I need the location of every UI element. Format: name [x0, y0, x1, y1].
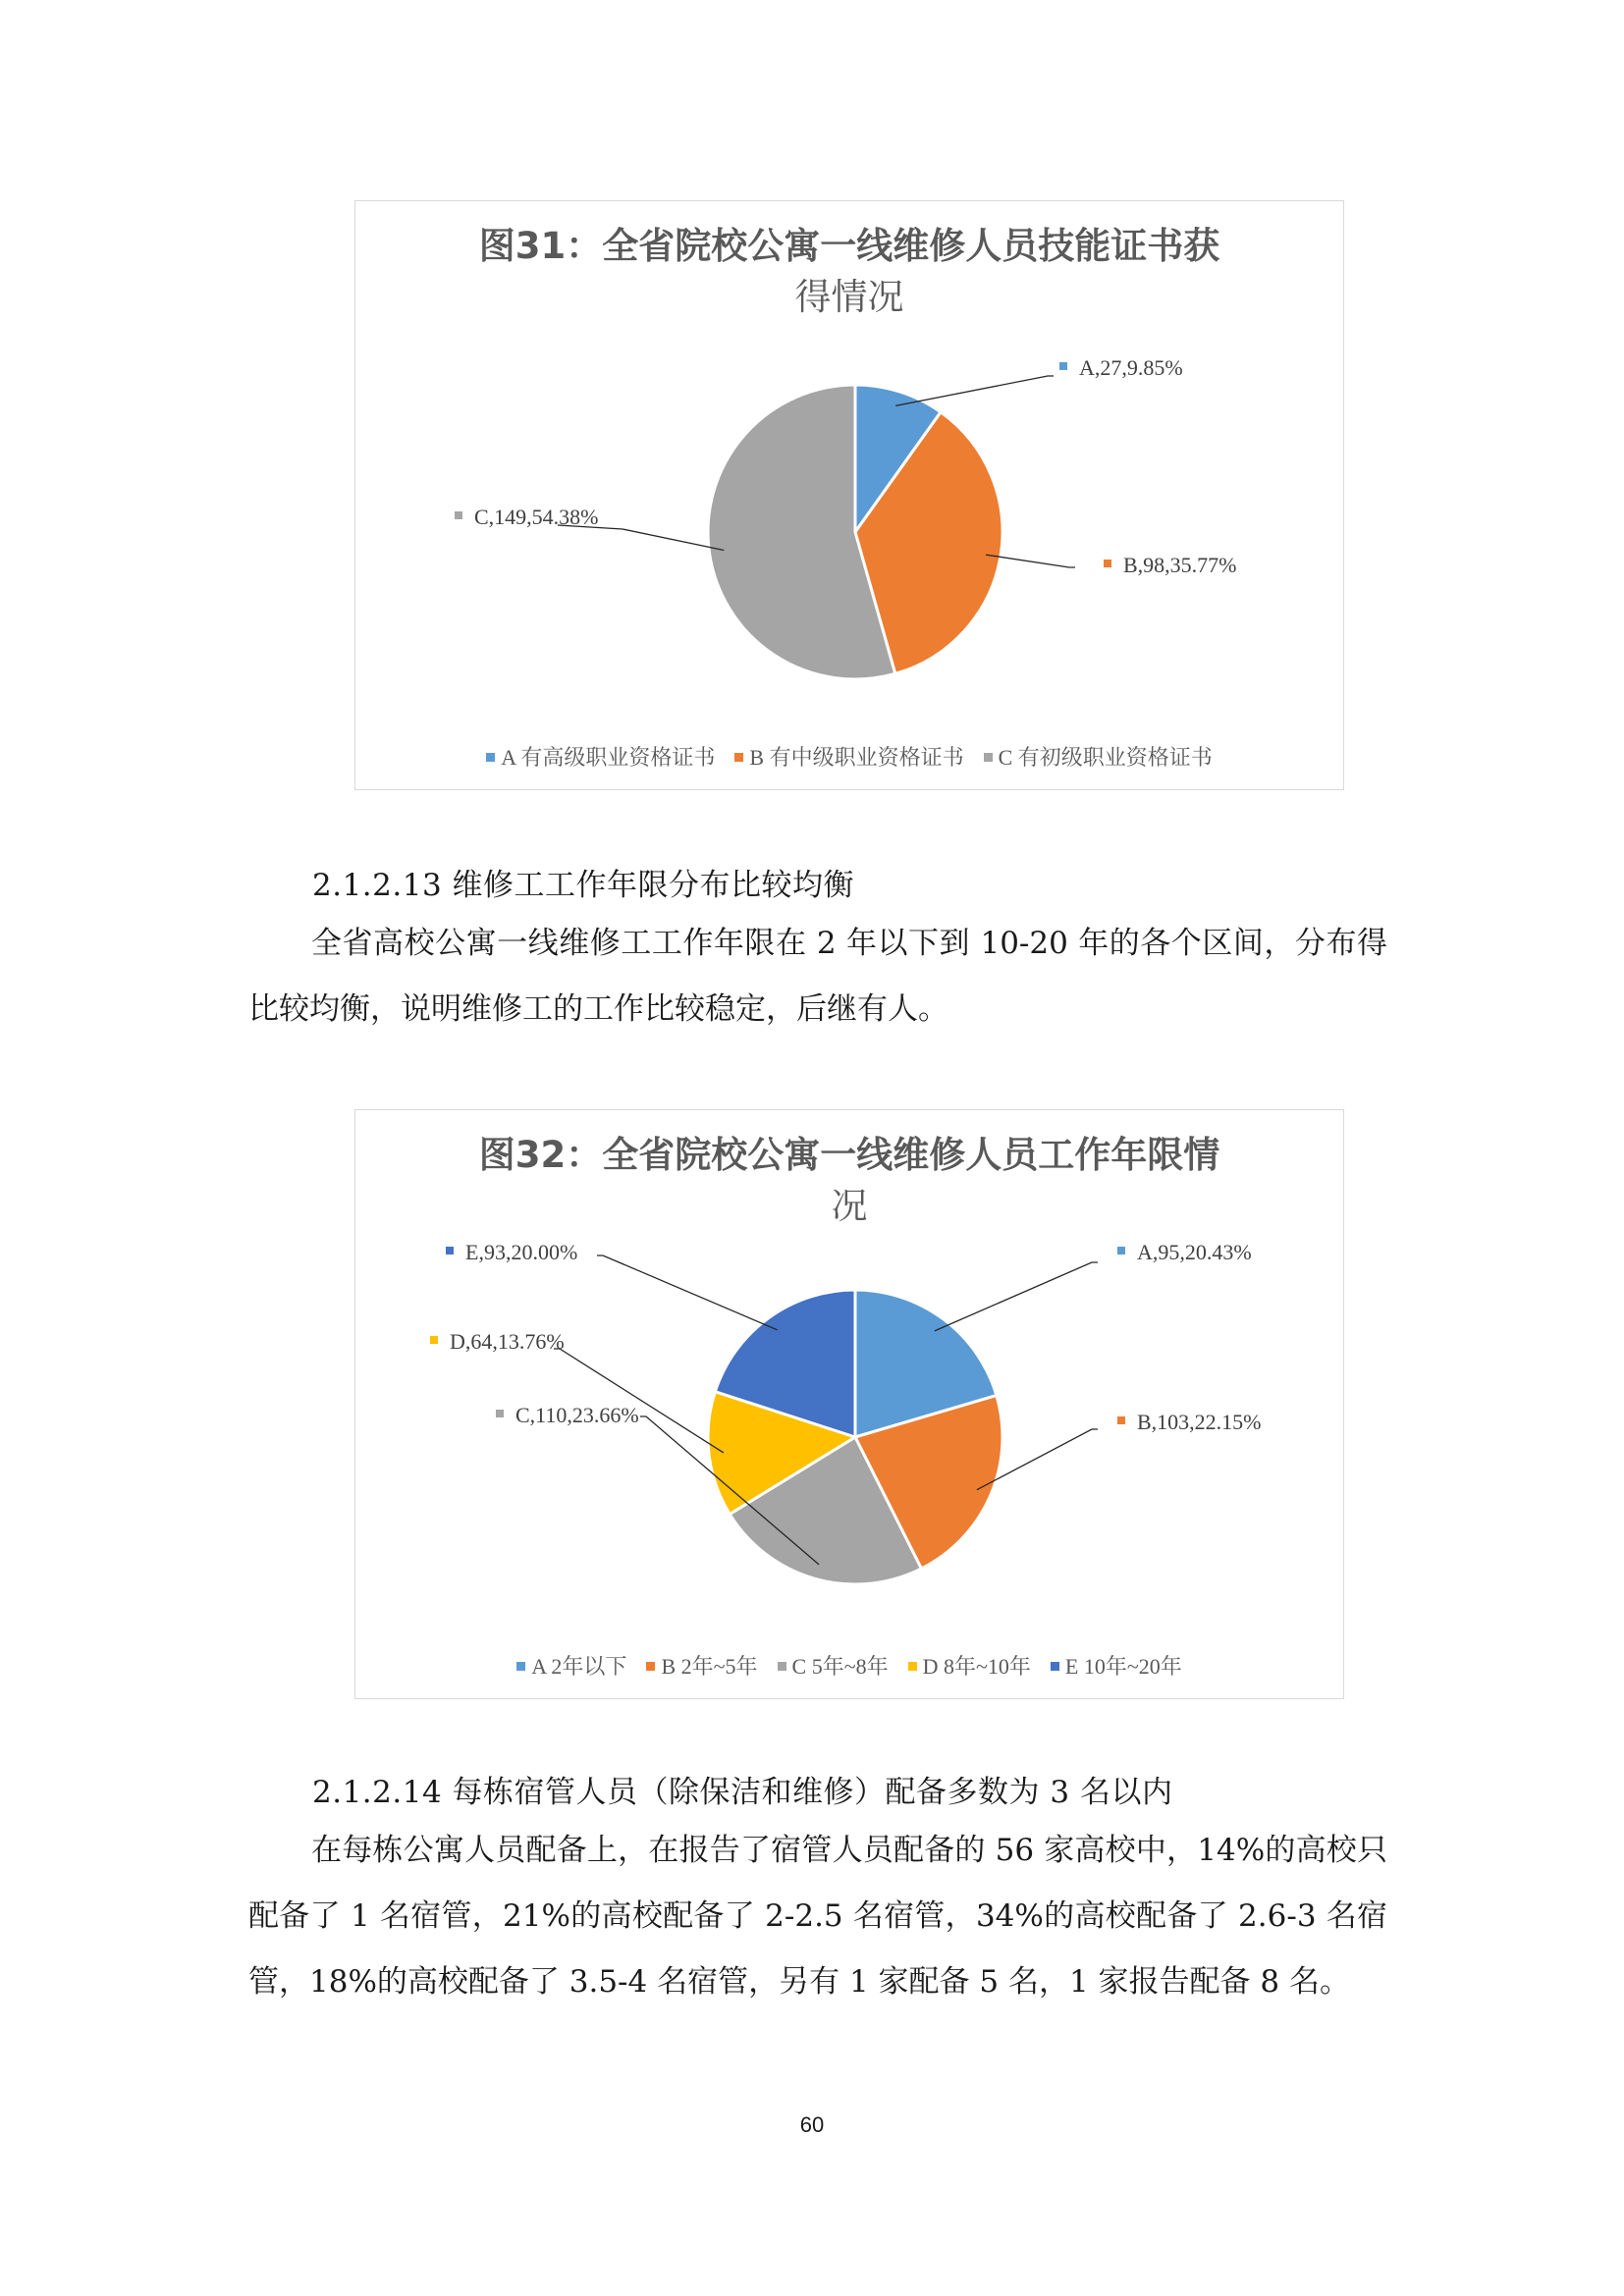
data-label: C,110,23.66%	[515, 1403, 639, 1427]
legend-swatch	[516, 1662, 525, 1671]
section-heading-2-1-2-14: 2.1.2.14 每栋宿管人员（除保洁和维修）配备多数为 3 名以内	[312, 1775, 1173, 1810]
label-marker	[496, 1410, 504, 1417]
legend-item	[486, 741, 715, 772]
data-label: A,27,9.85%	[1079, 355, 1183, 380]
legend-swatch	[646, 1662, 655, 1671]
leader-line	[597, 1255, 778, 1330]
label-marker	[455, 511, 462, 519]
label-marker	[430, 1336, 438, 1344]
legend-swatch	[1051, 1662, 1059, 1671]
legend-label: E 10年~20年	[1064, 1654, 1182, 1679]
legend-swatch	[486, 753, 495, 762]
chart-legend	[355, 741, 1343, 772]
data-label: B,98,35.77%	[1123, 553, 1237, 577]
figure-32-chart	[354, 1109, 1344, 1699]
label-marker	[1104, 560, 1111, 567]
legend-item	[516, 1650, 626, 1681]
legend-label: A 有高级职业资格证书	[501, 745, 716, 770]
figure-31-chart	[354, 200, 1344, 790]
data-label: D,64,13.76%	[450, 1329, 565, 1354]
chart-legend	[355, 1650, 1343, 1681]
pie-chart-31	[355, 201, 1343, 789]
label-marker	[1059, 362, 1067, 370]
legend-item	[908, 1650, 1031, 1681]
legend-item	[646, 1650, 757, 1681]
legend-swatch	[778, 1662, 786, 1671]
chart-title-line1: 图32：全省院校公寓一线维修人员工作年限情	[478, 1134, 1220, 1176]
pie-chart-32	[355, 1110, 1343, 1698]
legend-swatch	[984, 753, 993, 762]
legend-item	[984, 741, 1213, 772]
legend-item	[1051, 1650, 1182, 1681]
legend-label: C 5年~8年	[791, 1654, 889, 1679]
paragraph-work-years: 全省高校公寓一线维修工工作年限在 2 年以下到 10-20 年的各个区间，分布得比较均衡，说明维修工的工作比较稳定，后继有人。	[248, 926, 1387, 1027]
leader-line	[895, 376, 1054, 405]
label-marker	[1117, 1416, 1125, 1424]
legend-label: B 有中级职业资格证书	[749, 745, 964, 770]
legend-item	[734, 741, 963, 772]
label-marker	[446, 1247, 454, 1255]
leader-line	[554, 1349, 724, 1453]
leader-line	[935, 1262, 1098, 1331]
legend-item	[778, 1650, 889, 1681]
paragraph-dorm-staffing: 在每栋公寓人员配备上，在报告了宿管人员配备的 56 家高校中，14%的高校只配备了 1 名宿管，21%的高校配备了 2-2.5 名宿管，34%的高校配备了 2.6-3 名宿管，18%的高校配备了 3.5-4 名宿管，另有 1 家配备 5 名，1 家报告配备 8 名。	[248, 1833, 1387, 2000]
label-marker	[1117, 1247, 1125, 1255]
legend-label: B 2年~5年	[661, 1654, 758, 1679]
chart-title-line1: 图31：全省院校公寓一线维修人员技能证书获	[478, 225, 1220, 267]
data-label: C,149,54.38%	[474, 505, 599, 529]
data-label: B,103,22.15%	[1137, 1410, 1262, 1434]
data-label: E,93,20.00%	[465, 1240, 578, 1264]
legend-label: A 2年以下	[531, 1654, 627, 1679]
section-heading-2-1-2-13: 2.1.2.13 维修工工作年限分布比较均衡	[312, 868, 855, 903]
chart-title-line2: 况	[831, 1185, 868, 1227]
legend-label: C 有初级职业资格证书	[998, 745, 1213, 770]
legend-swatch	[734, 753, 743, 762]
legend-swatch	[908, 1662, 917, 1671]
page-number: 60	[799, 2112, 825, 2137]
data-label: A,95,20.43%	[1137, 1240, 1252, 1264]
legend-label: D 8年~10年	[922, 1654, 1031, 1679]
chart-title-line2: 得情况	[794, 276, 904, 318]
